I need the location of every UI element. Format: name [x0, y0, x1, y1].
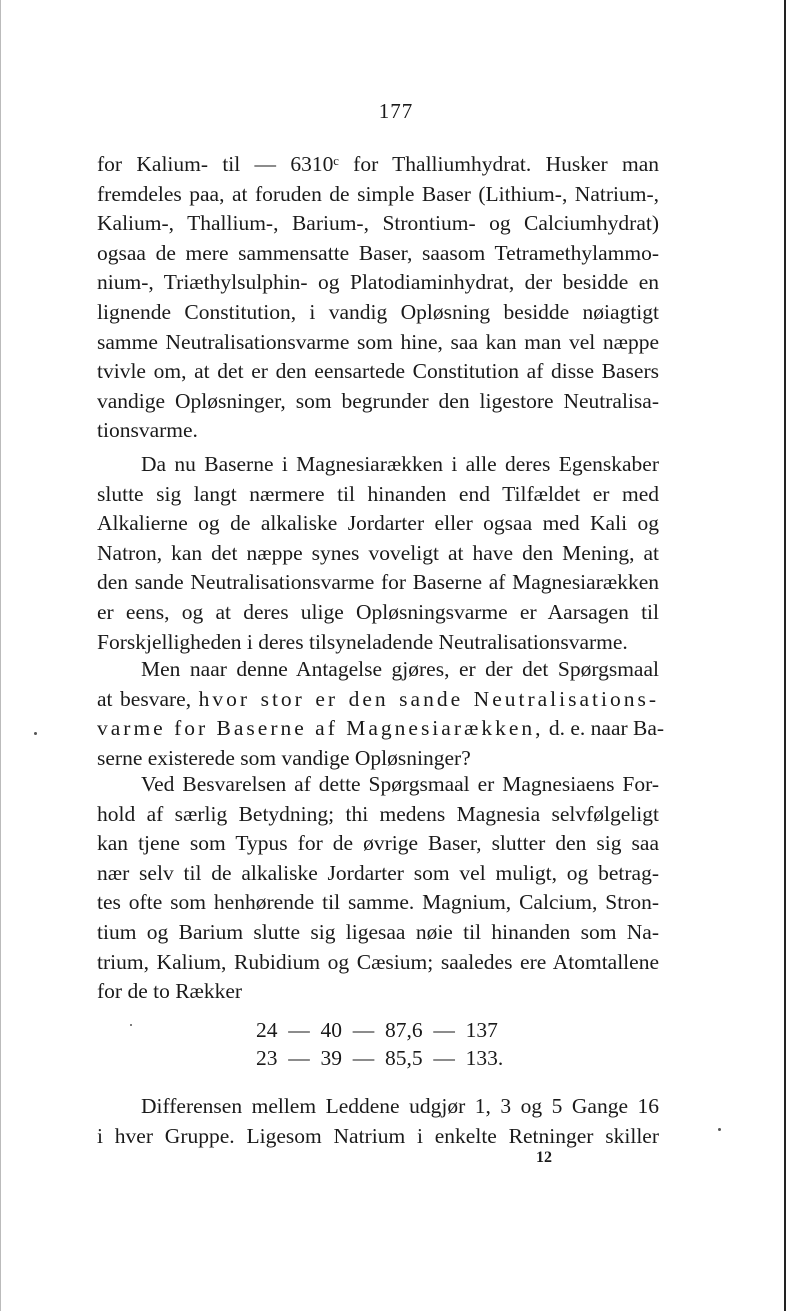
text-line: samme Neutralisationsvarme som hine, saa kan man vel næppe — [97, 329, 659, 354]
signature-mark: 12 — [536, 1149, 552, 1166]
text-line: Kalium-, Thallium-, Barium-, Strontium- og Calciumhydrat) — [97, 211, 659, 236]
text-line: lignende Constitution, i vandig Opløsning besidde nøiagtigt — [97, 299, 659, 324]
text-line: er eens, og at deres ulige Opløsningsvarme er Aarsagen til — [97, 599, 659, 624]
paragraph-5 — [97, 1092, 659, 1151]
text-line: Differensen mellem Leddene udgjør 1, 3 og 5 Gange 16 — [141, 1094, 659, 1118]
text-line: tionsvarme. — [97, 418, 198, 443]
text-line: tium og Barium slutte sig ligesaa nøie til hinanden som Na- — [97, 919, 659, 944]
text-line: nium-, Triæthylsulphin- og Platodiaminhydrat, der besidde en — [97, 270, 659, 295]
atomic-numbers-row: 24 — 40 — 87,6 — 137 — [256, 1018, 498, 1042]
text-line: serne existerede som vandige Opløsninger? — [97, 745, 471, 770]
text-line: hold af særlig Betydning; thi medens Magnesia selvfølgeligt — [97, 801, 659, 826]
atomic-numbers-table — [256, 1016, 503, 1072]
emphasized-question: varme for Baserne af Magnesiarækken, — [97, 716, 544, 741]
print-speck — [34, 732, 37, 735]
paragraph-3 — [97, 655, 665, 773]
text-line — [97, 714, 665, 744]
paragraph-4 — [97, 770, 659, 1007]
text-line: for Kalium- til — 6310ᶜ for Thalliumhydrat. Husker man — [97, 152, 659, 176]
text-line: for de to Rækker — [97, 979, 243, 1004]
text-line: Alkalierne og de alkaliske Jordarter eller ogsaa med Kali og — [97, 511, 659, 536]
text-line: nær selv til de alkaliske Jordarter som vel muligt, og betrag- — [97, 860, 659, 885]
text-line: ogsaa de mere sammensatte Baser, saasom Tetramethylammo- — [97, 240, 659, 265]
page-right-edge — [784, 0, 786, 1311]
text-fragment: at besvare, — [97, 686, 199, 711]
text-line: fremdeles paa, at foruden de simple Baser (Lithium-, Natrium-, — [97, 181, 659, 206]
text-line: tvivle om, at det er den eensartede Constitution af disse Basers — [97, 359, 659, 384]
text-line: vandige Opløsninger, som begrunder den ligestore Neutralisa- — [97, 388, 659, 413]
text-line: slutte sig langt nærmere til hinanden end Tilfældet er med — [97, 481, 659, 506]
text-line: Da nu Baserne i Magnesiarækken i alle deres Egenskaber — [141, 452, 659, 476]
page-left-edge — [0, 0, 1, 1311]
emphasized-question: hvor stor er den sande Neutralisations- — [198, 686, 659, 711]
text-line: Forskjelligheden i deres tilsyneladende Neutralisationsvarme. — [97, 629, 628, 654]
text-line: Ved Besvarelsen af dette Spørgsmaal er Magnesiaens For- — [141, 772, 659, 796]
paragraph-2 — [97, 450, 659, 657]
text-line: trium, Kalium, Rubidium og Cæsium; saaledes ere Atomtallene — [97, 949, 659, 974]
paragraph-1 — [97, 150, 659, 446]
atomic-numbers-row: 23 — 39 — 85,5 — 133. — [256, 1046, 504, 1070]
text-line: kan tjene som Typus for de øvrige Baser, slutter den sig saa — [97, 831, 659, 856]
print-speck — [718, 1128, 721, 1131]
print-speck — [130, 1024, 132, 1026]
text-line: den sande Neutralisationsvarme for Baserne af Magnesiarækken — [97, 570, 659, 595]
text-line: Men naar denne Antagelse gjøres, er der det Spørgsmaal — [141, 657, 659, 681]
text-fragment: d. e. naar Ba- — [543, 716, 665, 741]
text-line: tes ofte som henhørende til samme. Magnium, Calcium, Stron- — [97, 890, 659, 915]
text-line: Natron, kan det næppe synes voveligt at have den Mening, at — [97, 540, 659, 565]
text-line — [97, 685, 659, 715]
page-number: 177 — [378, 99, 414, 123]
text-line: i hver Gruppe. Ligesom Natrium i enkelte Retninger skiller — [97, 1123, 659, 1148]
